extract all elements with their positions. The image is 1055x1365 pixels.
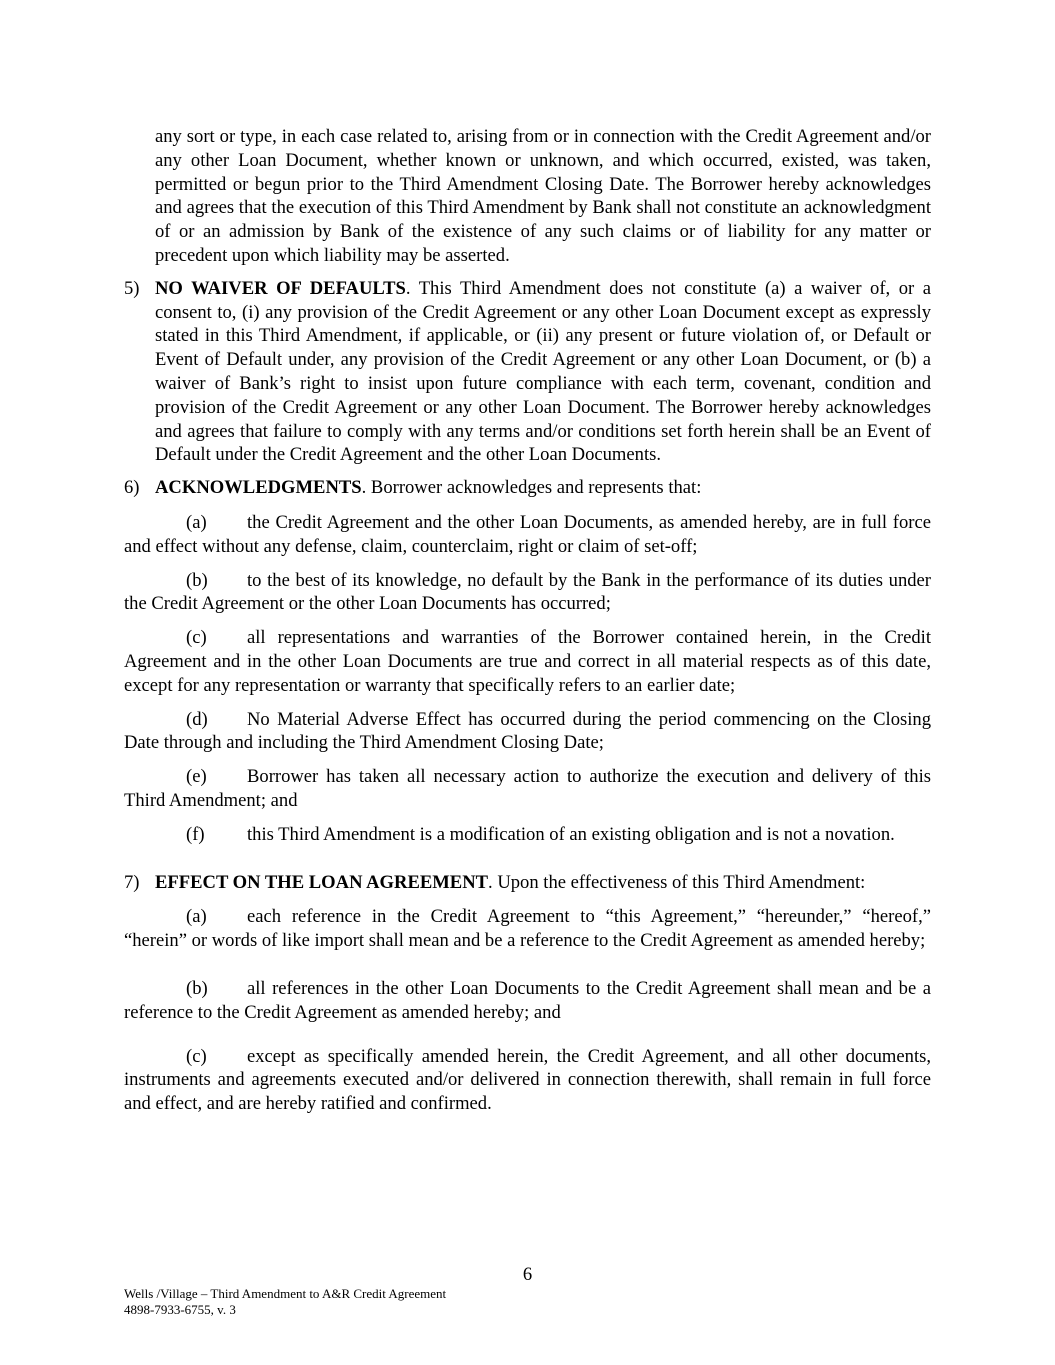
subclause-text: No Material Adverse Effect has occurred during the period commencing on the Closing Date through and including the Third Amendment Closing Date; (124, 708, 931, 754)
subclause-label: (f) (186, 823, 205, 845)
subclause-6f (124, 823, 931, 847)
document-footer (124, 1286, 446, 1317)
footer-title: Wells /Village – Third Amendment to A&R Credit Agreement (124, 1286, 447, 1301)
subclause-6c (124, 626, 931, 697)
subclause-7c (124, 1045, 931, 1116)
subclause-label: (a) (186, 906, 207, 928)
subclause-text: to the best of its knowledge, no default by the Bank in the performance of its duties under the Credit Agreement or the other Loan Documents has occurred; (124, 569, 931, 615)
subclause-6e (124, 765, 931, 813)
subclause-label: (d) (186, 708, 208, 730)
subclause-text: all representations and warranties of the Borrower contained herein, in the Credit Agreement and in the other Loan Documents are true and correct in all material respects as of this date, except for any representation or warranty that specifically refers to an earlier date; (124, 627, 931, 696)
subclause-6a (124, 511, 931, 559)
footer-doc-id: 4898-7933-6755, v. 3 (124, 1301, 236, 1317)
document-body (124, 125, 931, 1116)
section-heading: NO WAIVER OF DEFAULTS (155, 277, 406, 299)
subclause-label: (c) (186, 627, 207, 649)
subclause-label: (b) (186, 977, 208, 999)
continuation-paragraph: any sort or type, in each case related to, arising from or in connection with the Credit Agreement and/or any other Loan Document, whether known or unknown, and which occurred, existed, was taken, permitted or begun prior to the Third Amendment Closing Date. The Borrower hereby acknowledges and agrees that the execution of this Third Amendment by Bank shall not constitute an acknowledgment of or an admission by Bank of the existence of any such claims or of liability for any matter or precedent upon which liability may be asserted. (155, 126, 931, 266)
subclause-text: this Third Amendment is a modification of an existing obligation and is not a novation. (247, 823, 895, 845)
subclause-label: (b) (186, 569, 208, 591)
section-heading: ACKNOWLEDGMENTS (155, 477, 362, 499)
section-text: . This Third Amendment does not constitute (a) a waiver of, or a consent to, (i) any provision of the Credit Agreement or any other Loan Document except as expressly stated in this Third Amendment, if applicable, or (ii) any present or future violation of, or Default or Event of Default under, any provision of the Credit Agreement or any other Loan Document, or (b) a waiver of Bank’s right to insist upon future compliance with each term, covenant, condition and provision of the Credit Agreement or any other Loan Document. The Borrower hereby acknowledges and agrees that failure to comply with any terms and/or conditions set forth herein shall be an Event of Default under the Credit Agreement and the other Loan Documents. (155, 277, 931, 466)
subclause-text: the Credit Agreement and the other Loan Documents, as amended hereby, are in full force and effect without any defense, claim, counterclaim, right or claim of set-off; (124, 511, 931, 557)
section-number: 6) (124, 477, 140, 499)
subclause-text: each reference in the Credit Agreement to “this Agreement,” “hereunder,” “hereof,” “herein” or words of like import shall mean and be a reference to the Credit Agreement as amended hereby; (124, 906, 931, 952)
subclause-text: all references in the other Loan Documents to the Credit Agreement shall mean and be a reference to the Credit Agreement as amended hereby; and (124, 977, 931, 1023)
section-5 (124, 277, 931, 467)
section-number: 5) (124, 277, 140, 299)
subclause-7a (124, 905, 931, 953)
section-text: . Upon the effectiveness of this Third Amendment: (488, 871, 866, 893)
subclause-label: (a) (186, 511, 207, 533)
subclause-7b (124, 977, 931, 1025)
subclause-text: Borrower has taken all necessary action to authorize the execution and delivery of this Third Amendment; and (124, 766, 931, 811)
section-heading: EFFECT ON THE LOAN AGREEMENT (155, 871, 489, 893)
section-7 (124, 871, 931, 895)
subclause-6d (124, 708, 931, 756)
page-number: 6 (522, 1264, 533, 1285)
section-6 (124, 476, 931, 500)
subclause-label: (c) (186, 1045, 207, 1067)
subclause-label: (e) (186, 766, 207, 788)
section-number: 7) (124, 871, 140, 893)
section-text: . Borrower acknowledges and represents that: (361, 477, 702, 499)
subclause-text: except as specifically amended herein, the Credit Agreement, and all other documents, instruments and agreements executed and/or delivered in connection therewith, shall remain in full force and effect, and are hereby ratified and confirmed. (124, 1045, 931, 1115)
subclause-6b (124, 569, 931, 617)
